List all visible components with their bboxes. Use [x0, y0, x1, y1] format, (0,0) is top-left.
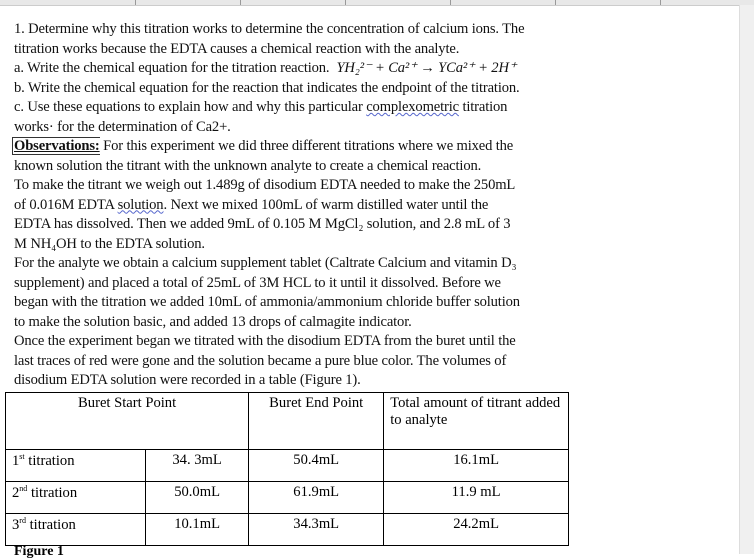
text-line [14, 98, 634, 118]
spellcheck-word[interactable]: solution [117, 196, 164, 213]
ruler [0, 0, 754, 6]
text-line: to make the solution basic, and added 13 drops of calmagite indicator. [14, 313, 412, 330]
text-line: began with the titration we added 10mL of ammonia/ammonium chloride buffer solution [14, 294, 520, 310]
row-label: 1st titration [6, 450, 146, 482]
text-line [14, 59, 634, 79]
table-row [6, 514, 569, 546]
table-row [6, 450, 569, 482]
question-a: a. Write the chemical equation for the titration reaction. [14, 60, 330, 76]
total-cell: 24.2mL [384, 514, 569, 546]
start-cell: 10.1mL [146, 514, 249, 546]
end-cell: 34.3mL [249, 514, 384, 546]
titration-table [5, 392, 569, 546]
text: . Next we mixed 100mL of warm distilled water until the [163, 196, 489, 213]
text-line: Once the experiment began we titrated with the disodium EDTA from the buret until the [14, 333, 516, 349]
text: For this experiment we did three different titrations where we mixed the [99, 138, 514, 154]
text-line: For the analyte we obtain a calcium supplement tablet (Caltrate Calcium and vitamin D₃ [14, 255, 517, 271]
table-header-row [6, 393, 569, 450]
text-line [14, 137, 634, 157]
text-line [14, 196, 634, 216]
end-cell: 50.4mL [249, 450, 384, 482]
text-line: works· for the determination of Ca2+. [14, 118, 231, 135]
text: c. Use these equations to explain how and why this particular [14, 99, 367, 115]
observations-heading: Observations: [14, 138, 100, 154]
text: titration [458, 99, 508, 115]
text-line: titration works because the EDTA causes a chemical reaction with the analyte. [14, 40, 460, 57]
total-cell: 16.1mL [384, 450, 569, 482]
text-line: M NH₄OH to the EDTA solution. [14, 235, 205, 252]
text-line: To make the titrant we weigh out 1.489g of disodium EDTA needed to make the 250mL [14, 177, 516, 193]
chemical-equation: YH₂²⁻ + Ca²⁺ → YCa²⁺ + 2H⁺ [336, 60, 517, 76]
text-line: b. Write the chemical equation for the reaction that indicates the endpoint of the titration. [14, 79, 520, 96]
text-line: supplement) and placed a total of 25mL of 3M HCL to it until it dissolved. Before we [14, 274, 501, 291]
text-line: last traces of red were gone and the solution became a pure blue color. The volumes of [14, 352, 507, 369]
header-start: Buret Start Point [6, 393, 249, 450]
text-line: 1. Determine why this titration works to determine the concentration of calcium ions. The [14, 21, 525, 37]
row-label: 3rd titration [6, 514, 146, 546]
figure-caption: Figure 1 [14, 544, 64, 559]
header-end: Buret End Point [249, 393, 384, 450]
text-line: known solution the titrant with the unknown analyte to create a chemical reaction. [14, 157, 482, 174]
vertical-scrollbar[interactable] [739, 5, 754, 554]
document-body [14, 20, 634, 391]
header-total: Total amount of titrant added to analyte [384, 393, 569, 450]
row-label: 2nd titration [6, 482, 146, 514]
total-cell: 11.9 mL [384, 482, 569, 514]
table-row [6, 482, 569, 514]
text-line: disodium EDTA solution were recorded in a table (Figure 1). [14, 372, 361, 388]
end-cell: 61.9mL [249, 482, 384, 514]
start-cell: 50.0mL [146, 482, 249, 514]
start-cell: 34. 3mL [146, 450, 249, 482]
text-line: EDTA has dissolved. Then we added 9mL of 0.105 M MgCl₂ solution, and 2.8 mL of 3 [14, 216, 511, 232]
spellcheck-word[interactable]: complexometric [366, 99, 459, 115]
text: of 0.016M EDTA [14, 196, 118, 213]
